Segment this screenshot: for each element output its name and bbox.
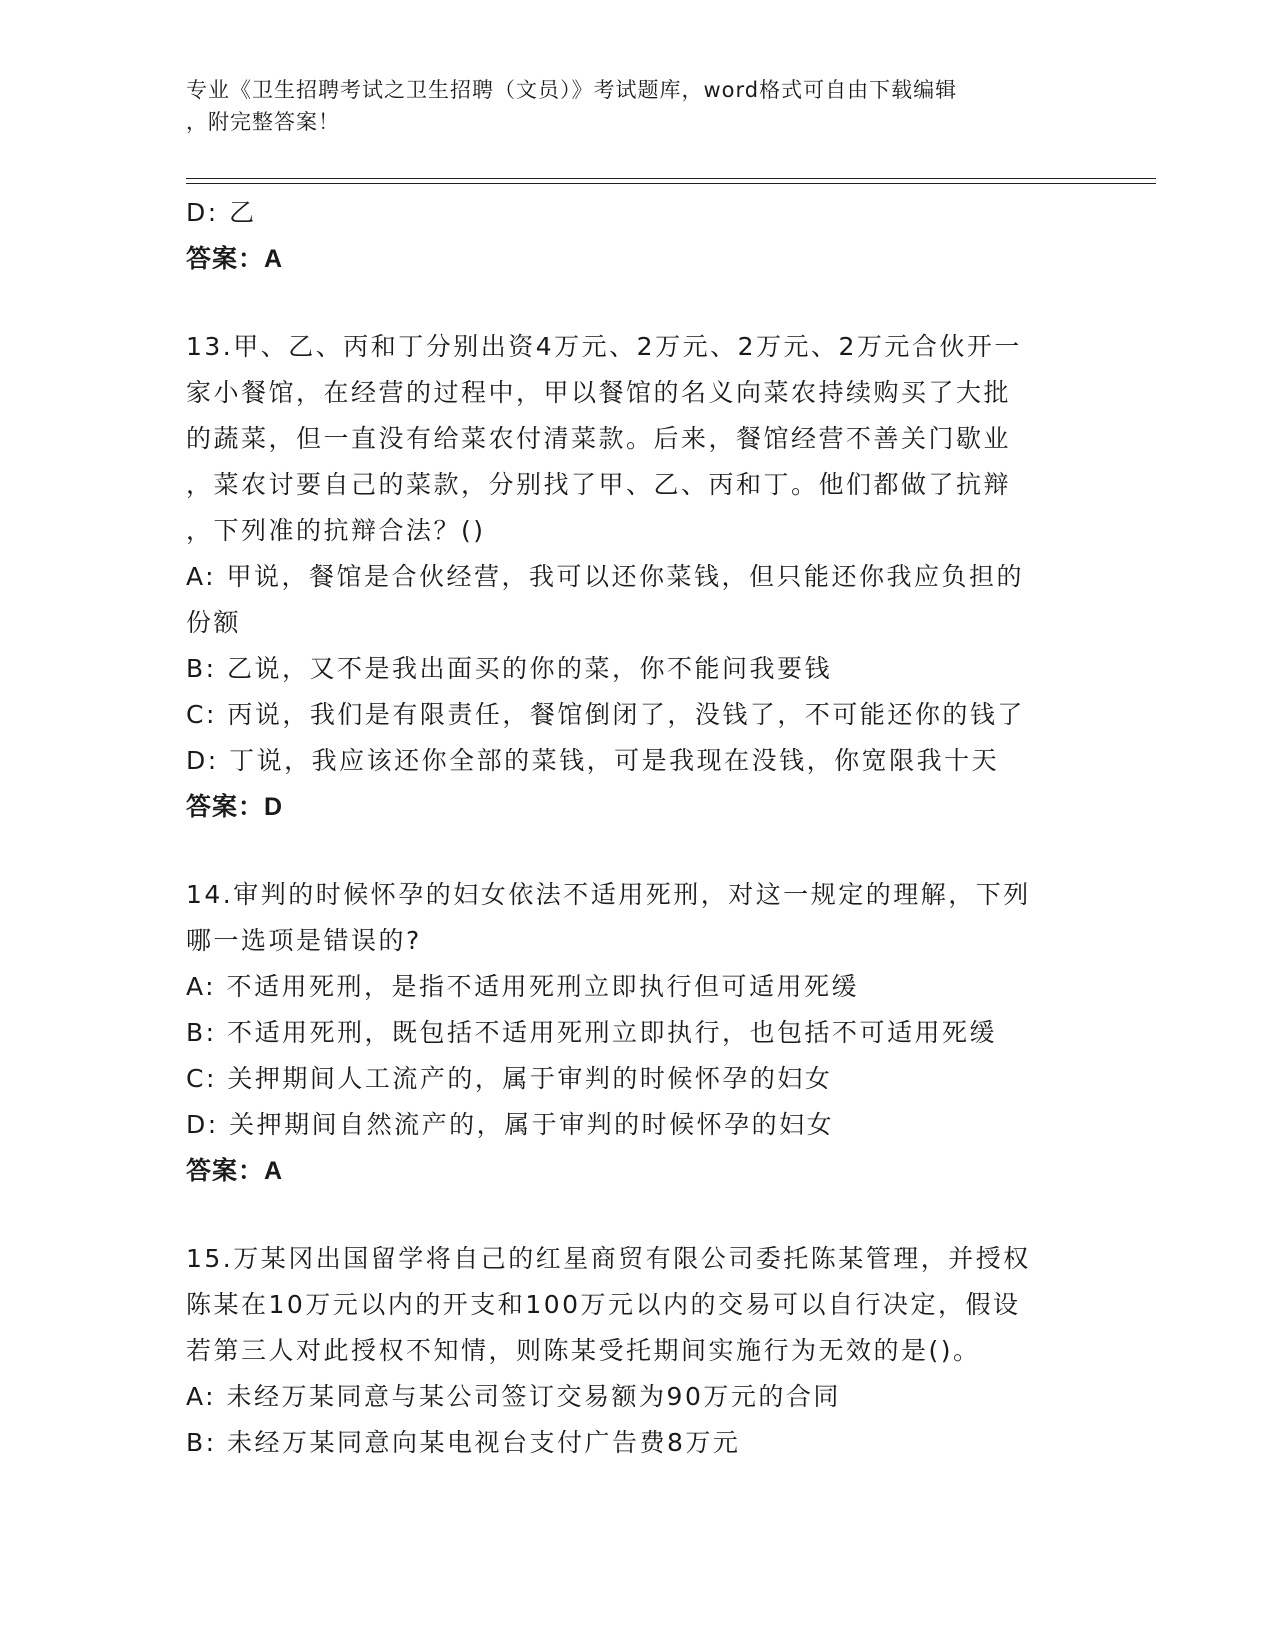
question-13 — [186, 324, 1086, 830]
prev-option-d: D: 乙 — [186, 198, 257, 227]
question-13-option-c: C: 丙说，我们是有限责任，餐馆倒闭了，没钱了，不可能还你的钱了 — [186, 700, 1025, 729]
header-divider-bottom — [186, 183, 1156, 184]
question-14-stem-line-1: 14.审判的时候怀孕的妇女依法不适用死刑，对这一规定的理解，下列 — [186, 880, 1031, 909]
question-14-option-a: A: 不适用死刑，是指不适用死刑立即执行但可适用死缓 — [186, 972, 860, 1001]
question-15-stem-line-3: 若第三人对此授权不知情，则陈某受托期间实施行为无效的是()。 — [186, 1336, 981, 1365]
question-14 — [186, 872, 1086, 1194]
question-14-stem-line-2: 哪一选项是错误的? — [186, 926, 422, 955]
question-13-option-d: D: 丁说，我应该还你全部的菜钱，可是我现在没钱，你宽限我十天 — [186, 746, 1000, 775]
question-13-option-b: B: 乙说，又不是我出面买的你的菜，你不能问我要钱 — [186, 654, 833, 683]
question-13-answer: 答案：D — [186, 793, 284, 821]
question-15-stem-line-2: 陈某在10万元以内的开支和100万元以内的交易可以自行决定，假设 — [186, 1290, 1021, 1319]
header-divider-top — [186, 178, 1156, 179]
page-header — [186, 74, 1066, 138]
spacer — [186, 282, 1086, 324]
question-14-option-d: D: 关押期间自然流产的，属于审判的时候怀孕的妇女 — [186, 1110, 835, 1139]
prev-answer: 答案：A — [186, 245, 284, 273]
question-14-option-b: B: 不适用死刑，既包括不适用死刑立即执行，也包括不可适用死缓 — [186, 1018, 998, 1047]
question-13-option-a: A: 甲说，餐馆是合伙经营，我可以还你菜钱，但只能还你我应负担的 — [186, 562, 1025, 591]
question-14-option-c: C: 关押期间人工流产的，属于审判的时候怀孕的妇女 — [186, 1064, 833, 1093]
question-13-stem-line-4: ，菜农讨要自己的菜款，分别找了甲、乙、丙和丁。他们都做了抗辩 — [186, 470, 1012, 499]
question-15-stem-line-1: 15.万某冈出国留学将自己的红星商贸有限公司委托陈某管理，并授权 — [186, 1244, 1031, 1273]
header-title-line-2: ，附完整答案！ — [186, 110, 340, 134]
question-15-option-b: B: 未经万某同意向某电视台支付广告费8万元 — [186, 1428, 741, 1457]
header-title-line-1: 专业《卫生招聘考试之卫生招聘（文员）》考试题库，word格式可自由下载编辑 — [186, 78, 958, 102]
spacer — [186, 1194, 1086, 1236]
question-15 — [186, 1236, 1086, 1466]
question-13-stem-line-3: 的蔬菜，但一直没有给菜农付清菜款。后来，餐馆经营不善关门歇业 — [186, 424, 1012, 453]
question-13-option-a-continued: 份额 — [186, 608, 242, 637]
document-body — [186, 190, 1086, 1466]
question-13-stem-line-5: ，下列准的抗辩合法？() — [186, 516, 486, 545]
question-13-stem-line-2: 家小餐馆，在经营的过程中，甲以餐馆的名义向菜农持续购买了大批 — [186, 378, 1012, 407]
question-14-answer: 答案：A — [186, 1157, 284, 1185]
question-13-stem-line-1: 13.甲、乙、丙和丁分别出资4万元、2万元、2万元、2万元合伙开一 — [186, 332, 1022, 361]
spacer — [186, 830, 1086, 872]
question-15-option-a: A: 未经万某同意与某公司签订交易额为90万元的合同 — [186, 1382, 841, 1411]
